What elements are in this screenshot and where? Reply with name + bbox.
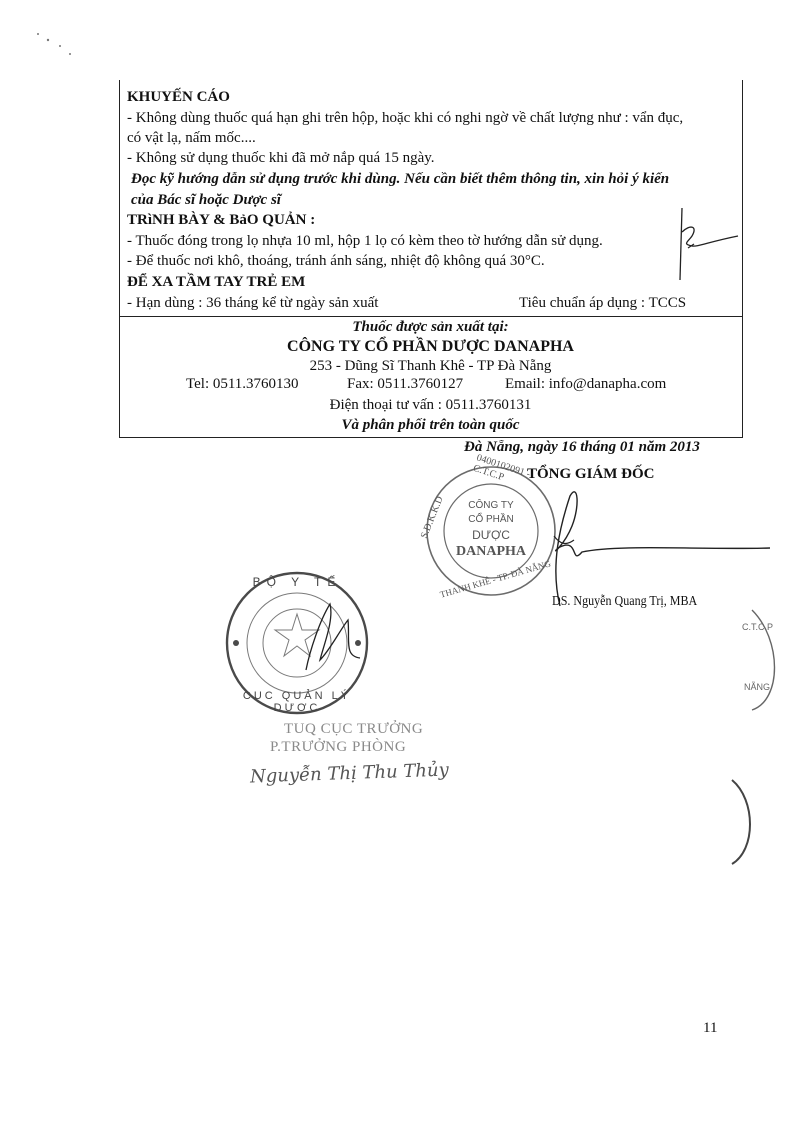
presentation-line-1: - Thuốc đóng trong lọ nhựa 10 ml, hộp 1 lọ có kèm theo tờ hướng dẫn sử dụng. [127, 233, 603, 249]
stamp-line-3: DƯỢC [472, 528, 510, 542]
warning-line-1: - Không dùng thuốc quá hạn ghi trên hộp, hoặc khi có nghi ngờ về chất lượng như : vẩn đục, [127, 110, 684, 126]
hotline: Điện thoại tư vấn : 0511.3760131 [329, 397, 532, 413]
svg-text:C.T.C.P: C.T.C.P [742, 622, 774, 632]
company-address: 253 - Dũng Sĩ Thanh Khê - TP Đà Nẵng [309, 358, 552, 374]
stamp-outer-text: 0400102091 - C.T.C.P [471, 452, 532, 484]
stamp-line-1: CÔNG TY [468, 500, 514, 511]
approval-line-1: TUQ CỤC TRƯỞNG [284, 721, 424, 737]
company-name: CÔNG TY CỔ PHẦN DƯỢC DANAPHA [287, 338, 574, 355]
initials-mark [668, 204, 738, 284]
presentation-heading: TRìNH BÀY & BảO QUẢN : [127, 212, 316, 228]
warning-line-3: - Không sử dụng thuốc khi đã mở nắp quá 15 ngày. [127, 150, 435, 166]
partial-stamp-edges [732, 600, 800, 880]
ministry-signature [300, 600, 380, 680]
scan-specks [30, 20, 90, 70]
stamp-bottom-text: THANH KHÊ - TP. ĐÀ NẴNG [438, 558, 552, 600]
warnings-heading: KHUYẾN CÁO [127, 89, 230, 105]
advice-line-1: Đọc kỹ hướng dẫn sử dụng trước khi dùng. Nếu cần biết thêm thông tin, xin hỏi ý kiến [131, 171, 670, 187]
ministry-bottom-text: CỤC QUẢN LÝ DƯỢC [242, 690, 352, 714]
ministry-top-text: BỘ Y TẾ [252, 575, 342, 589]
distribution: Và phân phối trên toàn quốc [341, 417, 520, 433]
stamp-line-4: DANAPHA [456, 544, 526, 559]
stamp-line-2: CỔ PHẦN [468, 514, 514, 525]
advice-line-2: của Bác sĩ hoặc Dược sĩ [131, 192, 281, 208]
made-at-label: Thuốc được sản xuất tại: [352, 319, 509, 335]
approval-line-2: P.TRƯỞNG PHÒNG [270, 739, 407, 755]
shelf-life: - Hạn dùng : 36 tháng kể từ ngày sản xuất [127, 295, 379, 311]
email: Email: info@danapha.com [505, 376, 667, 392]
date-line: Đà Nẵng, ngày 16 tháng 01 năm 2013 [464, 439, 700, 455]
signer-name: DS. Nguyễn Quang Trị, MBA [552, 594, 698, 609]
page-number: 11 [703, 1020, 718, 1036]
warning-line-2: có vật lạ, nấm mốc.... [127, 130, 256, 146]
stamp-left-text: S.D.K.K.D [418, 494, 446, 541]
applied-standard: Tiêu chuẩn áp dụng : TCCS [519, 295, 687, 311]
presentation-line-2: - Để thuốc nơi khô, thoáng, tránh ánh sáng, nhiệt độ không quá 30°C. [127, 253, 545, 269]
approval-name: Nguyễn Thị Thu Thủy [249, 759, 450, 788]
children-warning: ĐỂ XA TẦM TAY TRẺ EM [127, 274, 306, 290]
tel: Tel: 0511.3760130 [186, 376, 299, 392]
signer-title: TỔNG GIÁM ĐỐC [527, 466, 655, 482]
fax: Fax: 0511.3760127 [347, 376, 464, 392]
svg-text:NẴNG: NẴNG [744, 682, 771, 692]
